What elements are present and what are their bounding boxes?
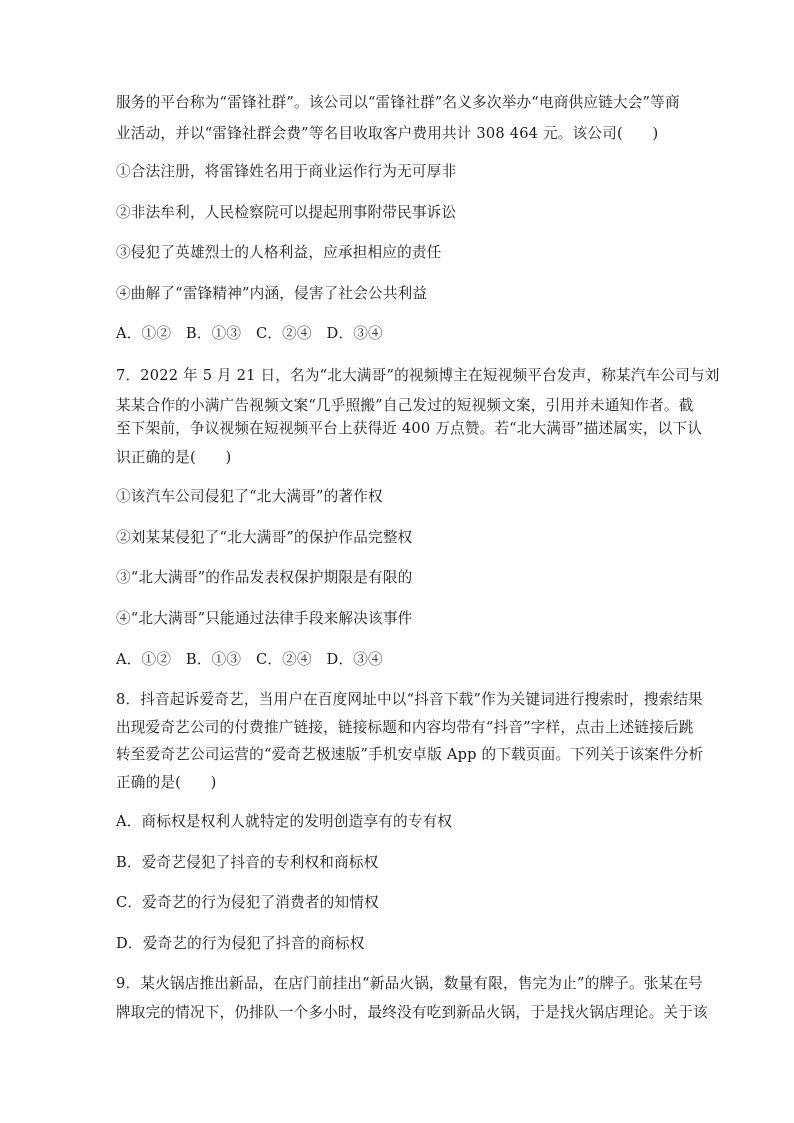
q7-stem-line-3: 至下架前，争议视频在短视频平台上获得近 400 万点赞。若“北大满哥”描述属实，以下认 [116,420,703,437]
q7-stem-line-1: 7．2022 年 5 月 21 日，名为“北大满哥”的视频博主在短视频平台发声，称某汽车公司与刘 [116,367,720,384]
q6-choices: A．①② B．①③ C．②④ D．③④ [116,325,383,342]
q8-stem-line-4: 正确的是( ) [116,774,217,791]
q8-option-c: C．爱奇艺的行为侵犯了消费者的知情权 [116,894,379,911]
q7-choices: A．①② B．①③ C．②④ D．③④ [116,651,383,668]
q6-option-3: ③侵犯了英雄烈士的人格利益，应承担相应的责任 [116,244,442,261]
q9-stem-line-1: 9．某火锅店推出新品，在店门前挂出“新品火锅，数量有限，售完为止”的牌子。张某在号 [116,975,703,992]
q7-option-2: ②刘某某侵犯了“北大满哥”的保护作品完整权 [116,529,413,546]
q8-stem-line-1: 8．抖音起诉爱奇艺，当用户在百度网址中以“抖音下载”作为关键词进行搜索时，搜索结果 [116,691,703,708]
q6-option-2: ②非法牟利，人民检察院可以提起刑事附带民事诉讼 [116,204,457,221]
q8-option-a: A．商标权是权利人就特定的发明创造享有的专有权 [116,813,453,830]
q7-option-4: ④“北大满哥”只能通过法律手段来解决该事件 [116,610,413,627]
q7-option-1: ①该汽车公司侵犯了“北大满哥”的著作权 [116,488,383,505]
q7-stem-line-4: 识正确的是( ) [116,449,232,466]
q6-stem-line-2: 业活动，并以“雷锋社群会费”等名目收取客户费用共计 308 464 元。该公司( ) [116,125,659,142]
q6-option-4: ④曲解了“雷锋精神”内涵，侵害了社会公共利益 [116,285,428,302]
q6-stem-line-1: 服务的平台称为“雷锋社群”。该公司以“雷锋社群”名义多次举办“电商供应链大会”等商 [116,94,680,111]
q6-option-1: ①合法注册，将雷锋姓名用于商业运作行为无可厚非 [116,163,457,180]
q8-option-b: B．爱奇艺侵犯了抖音的专利权和商标权 [116,854,379,871]
q7-stem-line-2: 某某合作的小满广告视频文案“几乎照搬”自己发过的短视频文案，引用并未通知作者。截 [116,397,694,414]
q7-option-3: ③“北大满哥”的作品发表权保护期限是有限的 [116,569,413,586]
q9-stem-line-2: 牌取完的情况下，仍排队一个多小时，最终没有吃到新品火锅，于是找火锅店理论。关于该 [116,1004,708,1021]
q8-stem-line-3: 转至爱奇艺公司运营的“爱奇艺极速版”手机安卓版 App 的下载页面。下列关于该案件分析 [116,746,704,763]
q8-option-d: D．爱奇艺的行为侵犯了抖音的商标权 [116,935,365,952]
q8-stem-line-2: 出现爱奇艺公司的付费推广链接，链接标题和内容均带有“抖音”字样，点击上述链接后跳 [116,719,694,736]
